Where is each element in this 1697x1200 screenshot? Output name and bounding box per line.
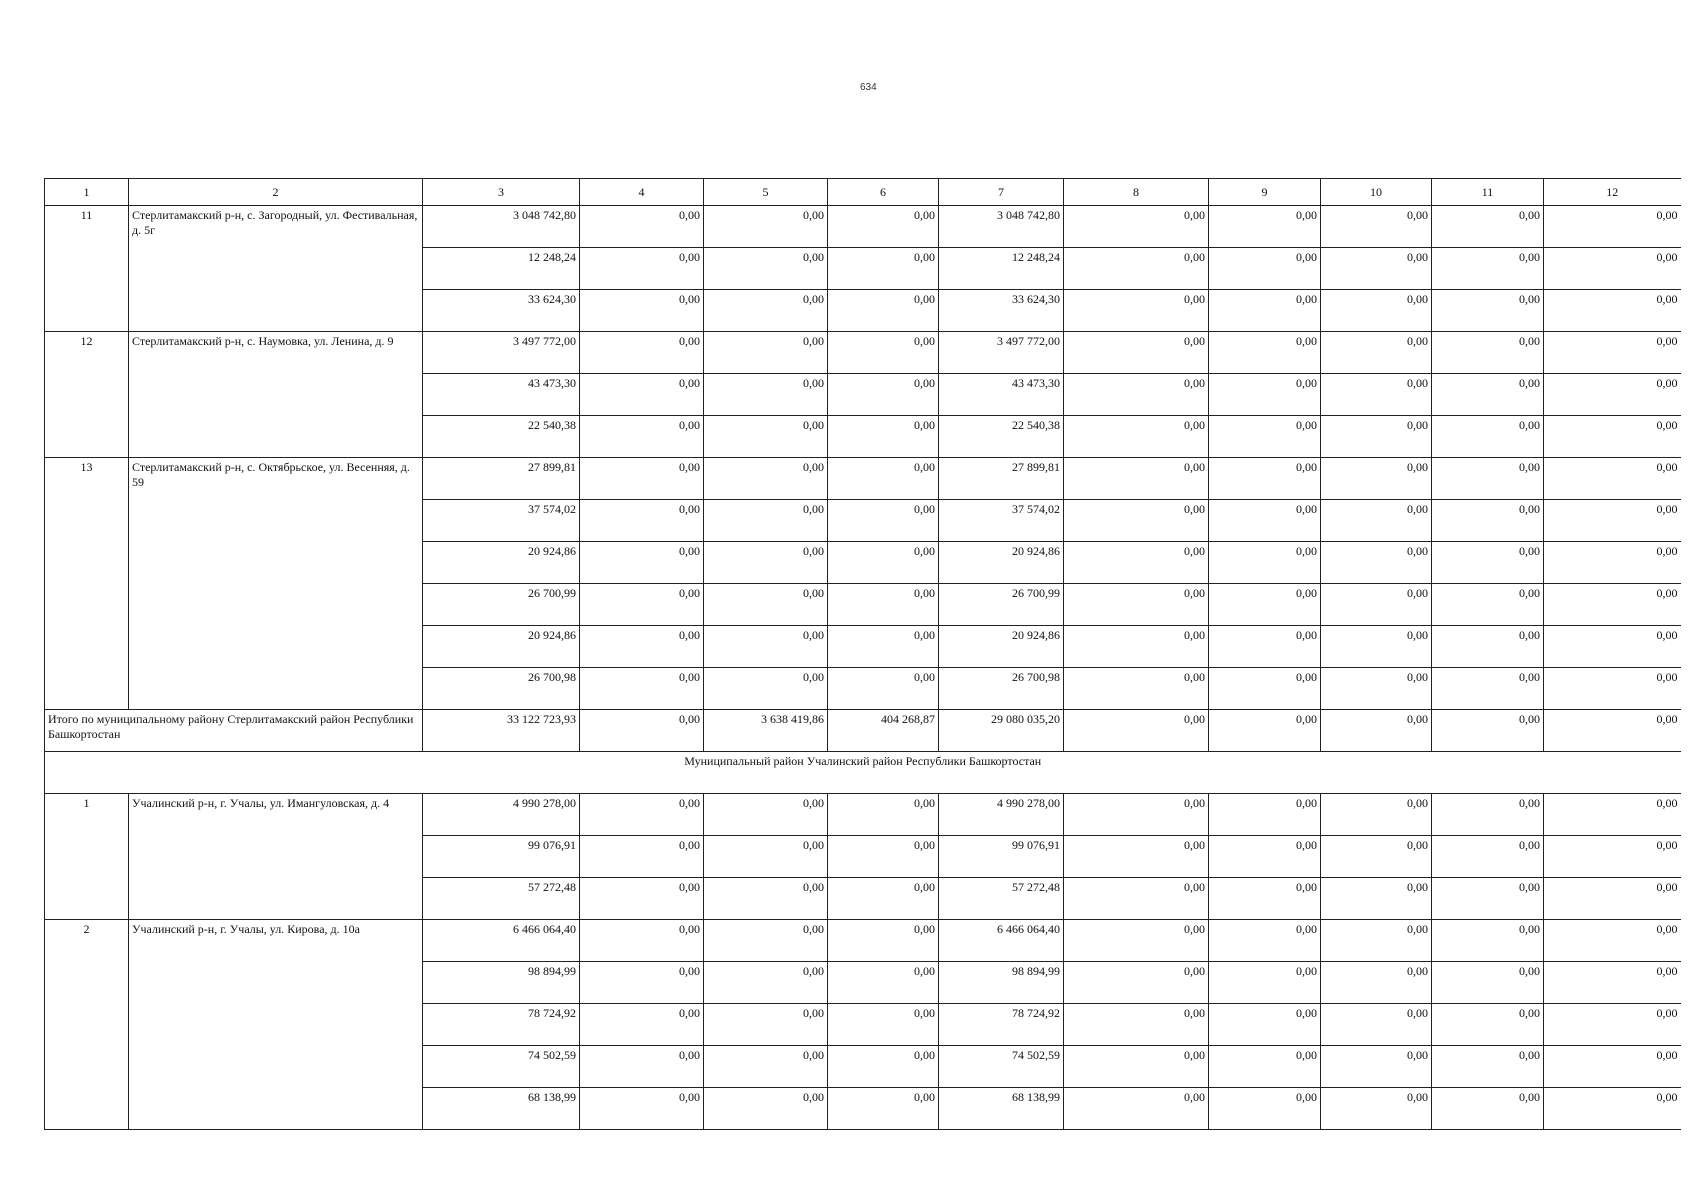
value-cell: 27 899,81 [939, 458, 1064, 500]
value-cell: 0,00 [1544, 794, 1681, 836]
value-cell: 0,00 [1209, 1046, 1321, 1088]
value-cell: 0,00 [828, 248, 939, 290]
value-cell: 99 076,91 [423, 836, 580, 878]
value-cell: 0,00 [828, 1004, 939, 1046]
value-cell: 0,00 [1209, 1088, 1321, 1130]
value-cell: 0,00 [1432, 878, 1544, 920]
value-cell: 0,00 [580, 794, 704, 836]
value-cell: 0,00 [580, 500, 704, 542]
value-cell: 0,00 [580, 668, 704, 710]
value-cell: 0,00 [1064, 542, 1209, 584]
value-cell: 98 894,99 [423, 962, 580, 1004]
value-cell: 4 990 278,00 [423, 794, 580, 836]
value-cell: 0,00 [704, 1004, 828, 1046]
page-number: 634 [860, 82, 877, 93]
value-cell: 0,00 [1209, 542, 1321, 584]
value-cell: 37 574,02 [939, 500, 1064, 542]
value-cell: 98 894,99 [939, 962, 1064, 1004]
value-cell: 0,00 [704, 416, 828, 458]
value-cell: 0,00 [1544, 1004, 1681, 1046]
value-cell: 0,00 [1432, 1046, 1544, 1088]
value-cell: 0,00 [704, 920, 828, 962]
value-cell: 0,00 [580, 1046, 704, 1088]
column-number-11: 11 [1432, 179, 1544, 206]
value-cell: 0,00 [1321, 962, 1432, 1004]
value-cell: 0,00 [1321, 1004, 1432, 1046]
total-value: 0,00 [1432, 710, 1544, 752]
table-body [45, 179, 1681, 1130]
value-cell: 27 899,81 [423, 458, 580, 500]
value-cell: 4 990 278,00 [939, 794, 1064, 836]
value-cell: 0,00 [1064, 500, 1209, 542]
value-cell: 0,00 [1544, 206, 1681, 248]
value-cell: 0,00 [828, 668, 939, 710]
value-cell: 0,00 [1209, 878, 1321, 920]
value-cell: 0,00 [1321, 668, 1432, 710]
total-value: 0,00 [1209, 710, 1321, 752]
value-cell: 0,00 [1432, 1088, 1544, 1130]
total-value: 404 268,87 [828, 710, 939, 752]
value-cell: 0,00 [1064, 1004, 1209, 1046]
value-cell: 0,00 [828, 920, 939, 962]
value-cell: 99 076,91 [939, 836, 1064, 878]
value-cell: 43 473,30 [423, 374, 580, 416]
value-cell: 0,00 [1064, 248, 1209, 290]
value-cell: 3 497 772,00 [423, 332, 580, 374]
value-cell: 33 624,30 [939, 290, 1064, 332]
value-cell: 0,00 [1432, 920, 1544, 962]
value-cell: 74 502,59 [939, 1046, 1064, 1088]
table-row [45, 332, 1681, 374]
value-cell: 0,00 [1432, 206, 1544, 248]
value-cell: 0,00 [828, 626, 939, 668]
value-cell: 0,00 [1209, 836, 1321, 878]
value-cell: 0,00 [1544, 626, 1681, 668]
value-cell: 0,00 [1544, 962, 1681, 1004]
value-cell: 0,00 [1432, 1004, 1544, 1046]
value-cell: 26 700,98 [423, 668, 580, 710]
value-cell: 0,00 [580, 542, 704, 584]
value-cell: 0,00 [1321, 878, 1432, 920]
value-cell: 0,00 [1064, 668, 1209, 710]
value-cell: 68 138,99 [939, 1088, 1064, 1130]
value-cell: 0,00 [828, 374, 939, 416]
value-cell: 0,00 [1064, 626, 1209, 668]
value-cell: 0,00 [704, 626, 828, 668]
value-cell: 0,00 [580, 290, 704, 332]
value-cell: 20 924,86 [939, 542, 1064, 584]
value-cell: 0,00 [1064, 920, 1209, 962]
value-cell: 0,00 [1209, 290, 1321, 332]
value-cell: 3 048 742,80 [423, 206, 580, 248]
value-cell: 0,00 [1209, 332, 1321, 374]
value-cell: 0,00 [580, 920, 704, 962]
value-cell: 0,00 [1209, 626, 1321, 668]
value-cell: 0,00 [1544, 920, 1681, 962]
value-cell: 0,00 [1064, 416, 1209, 458]
value-cell: 0,00 [1544, 836, 1681, 878]
value-cell: 0,00 [580, 458, 704, 500]
value-cell: 0,00 [580, 962, 704, 1004]
object-address: Стерлитамакский р-н, с. Наумовка, ул. Ленина, д. 9 [129, 332, 423, 458]
value-cell: 0,00 [704, 584, 828, 626]
value-cell: 0,00 [1544, 1088, 1681, 1130]
value-cell: 0,00 [704, 962, 828, 1004]
value-cell: 0,00 [704, 332, 828, 374]
column-number-5: 5 [704, 179, 828, 206]
object-index: 1 [45, 794, 129, 920]
value-cell: 0,00 [1064, 290, 1209, 332]
value-cell: 0,00 [1432, 374, 1544, 416]
value-cell: 0,00 [1321, 794, 1432, 836]
value-cell: 0,00 [1544, 290, 1681, 332]
value-cell: 0,00 [704, 206, 828, 248]
value-cell: 0,00 [704, 794, 828, 836]
value-cell: 0,00 [1544, 248, 1681, 290]
value-cell: 0,00 [580, 416, 704, 458]
value-cell: 0,00 [1432, 584, 1544, 626]
value-cell: 0,00 [828, 836, 939, 878]
value-cell: 6 466 064,40 [939, 920, 1064, 962]
object-address: Учалинский р-н, г. Учалы, ул. Имангуловская, д. 4 [129, 794, 423, 920]
total-row [45, 710, 1681, 752]
table-row [45, 794, 1681, 836]
value-cell: 0,00 [580, 584, 704, 626]
value-cell: 0,00 [1544, 1046, 1681, 1088]
value-cell: 3 497 772,00 [939, 332, 1064, 374]
value-cell: 0,00 [1064, 836, 1209, 878]
value-cell: 0,00 [704, 458, 828, 500]
value-cell: 0,00 [1064, 458, 1209, 500]
value-cell: 0,00 [1064, 1046, 1209, 1088]
value-cell: 0,00 [828, 416, 939, 458]
value-cell: 0,00 [1321, 206, 1432, 248]
value-cell: 0,00 [1321, 584, 1432, 626]
value-cell: 0,00 [1064, 584, 1209, 626]
value-cell: 0,00 [1432, 332, 1544, 374]
value-cell: 0,00 [1432, 668, 1544, 710]
value-cell: 0,00 [1321, 458, 1432, 500]
value-cell: 0,00 [1209, 248, 1321, 290]
value-cell: 0,00 [1321, 1088, 1432, 1130]
value-cell: 0,00 [1432, 458, 1544, 500]
value-cell: 0,00 [1544, 668, 1681, 710]
value-cell: 0,00 [704, 542, 828, 584]
value-cell: 0,00 [1432, 962, 1544, 1004]
value-cell: 0,00 [1432, 248, 1544, 290]
value-cell: 0,00 [1544, 458, 1681, 500]
value-cell: 12 248,24 [939, 248, 1064, 290]
object-address: Стерлитамакский р-н, с. Загородный, ул. Фестивальная, д. 5г [129, 206, 423, 332]
register-table [44, 178, 1681, 1130]
value-cell: 0,00 [1321, 542, 1432, 584]
value-cell: 0,00 [704, 668, 828, 710]
value-cell: 0,00 [1321, 500, 1432, 542]
value-cell: 0,00 [1432, 626, 1544, 668]
value-cell: 78 724,92 [939, 1004, 1064, 1046]
section-title-row [45, 752, 1681, 794]
value-cell: 26 700,98 [939, 668, 1064, 710]
value-cell: 0,00 [1321, 374, 1432, 416]
value-cell: 0,00 [1064, 332, 1209, 374]
value-cell: 0,00 [1064, 878, 1209, 920]
object-index: 13 [45, 458, 129, 710]
value-cell: 0,00 [1209, 458, 1321, 500]
value-cell: 43 473,30 [939, 374, 1064, 416]
value-cell: 20 924,86 [939, 626, 1064, 668]
value-cell: 0,00 [704, 1088, 828, 1130]
object-index: 12 [45, 332, 129, 458]
object-address: Стерлитамакский р-н, с. Октябрьское, ул. Весенняя, д. 59 [129, 458, 423, 710]
value-cell: 57 272,48 [423, 878, 580, 920]
value-cell: 74 502,59 [423, 1046, 580, 1088]
value-cell: 0,00 [1432, 290, 1544, 332]
value-cell: 0,00 [580, 878, 704, 920]
table-row [45, 920, 1681, 962]
value-cell: 0,00 [828, 584, 939, 626]
value-cell: 0,00 [828, 962, 939, 1004]
object-index: 2 [45, 920, 129, 1130]
section-title: Муниципальный район Учалинский район Республики Башкортостан [45, 752, 1681, 794]
value-cell: 0,00 [1432, 416, 1544, 458]
total-value: 29 080 035,20 [939, 710, 1064, 752]
total-value: 3 638 419,86 [704, 710, 828, 752]
total-value: 33 122 723,93 [423, 710, 580, 752]
value-cell: 33 624,30 [423, 290, 580, 332]
value-cell: 0,00 [828, 542, 939, 584]
column-number-6: 6 [828, 179, 939, 206]
value-cell: 0,00 [1321, 248, 1432, 290]
column-number-10: 10 [1321, 179, 1432, 206]
value-cell: 22 540,38 [423, 416, 580, 458]
value-cell: 0,00 [1064, 374, 1209, 416]
value-cell: 0,00 [1321, 626, 1432, 668]
column-number-1: 1 [45, 179, 129, 206]
value-cell: 0,00 [704, 1046, 828, 1088]
value-cell: 0,00 [1209, 668, 1321, 710]
value-cell: 37 574,02 [423, 500, 580, 542]
value-cell: 0,00 [828, 332, 939, 374]
value-cell: 0,00 [828, 794, 939, 836]
column-number-8: 8 [1064, 179, 1209, 206]
value-cell: 0,00 [1544, 584, 1681, 626]
value-cell: 78 724,92 [423, 1004, 580, 1046]
column-number-4: 4 [580, 179, 704, 206]
value-cell: 0,00 [828, 458, 939, 500]
value-cell: 26 700,99 [939, 584, 1064, 626]
value-cell: 0,00 [1064, 962, 1209, 1004]
value-cell: 0,00 [1209, 962, 1321, 1004]
value-cell: 0,00 [580, 1088, 704, 1130]
value-cell: 0,00 [828, 1046, 939, 1088]
value-cell: 0,00 [704, 878, 828, 920]
value-cell: 0,00 [580, 836, 704, 878]
value-cell: 0,00 [704, 500, 828, 542]
value-cell: 68 138,99 [423, 1088, 580, 1130]
value-cell: 0,00 [1064, 794, 1209, 836]
value-cell: 0,00 [1544, 500, 1681, 542]
value-cell: 0,00 [1544, 374, 1681, 416]
value-cell: 0,00 [1321, 1046, 1432, 1088]
value-cell: 0,00 [828, 206, 939, 248]
value-cell: 0,00 [1544, 878, 1681, 920]
column-number-7: 7 [939, 179, 1064, 206]
value-cell: 0,00 [704, 290, 828, 332]
value-cell: 0,00 [1209, 920, 1321, 962]
value-cell: 22 540,38 [939, 416, 1064, 458]
value-cell: 26 700,99 [423, 584, 580, 626]
value-cell: 0,00 [580, 1004, 704, 1046]
value-cell: 3 048 742,80 [939, 206, 1064, 248]
value-cell: 0,00 [1321, 416, 1432, 458]
column-number-row [45, 179, 1681, 206]
total-value: 0,00 [1321, 710, 1432, 752]
total-value: 0,00 [1544, 710, 1681, 752]
column-number-3: 3 [423, 179, 580, 206]
value-cell: 0,00 [828, 290, 939, 332]
value-cell: 0,00 [580, 374, 704, 416]
column-number-9: 9 [1209, 179, 1321, 206]
value-cell: 0,00 [1544, 542, 1681, 584]
value-cell: 0,00 [1321, 290, 1432, 332]
value-cell: 0,00 [704, 374, 828, 416]
value-cell: 0,00 [1321, 332, 1432, 374]
value-cell: 0,00 [1321, 920, 1432, 962]
value-cell: 0,00 [1544, 416, 1681, 458]
value-cell: 0,00 [1209, 584, 1321, 626]
value-cell: 0,00 [1432, 794, 1544, 836]
table-row [45, 206, 1681, 248]
value-cell: 0,00 [580, 332, 704, 374]
value-cell: 6 466 064,40 [423, 920, 580, 962]
value-cell: 0,00 [1209, 1004, 1321, 1046]
value-cell: 0,00 [580, 206, 704, 248]
value-cell: 12 248,24 [423, 248, 580, 290]
value-cell: 57 272,48 [939, 878, 1064, 920]
value-cell: 0,00 [1064, 1088, 1209, 1130]
table-row [45, 458, 1681, 500]
value-cell: 0,00 [580, 248, 704, 290]
value-cell: 0,00 [704, 248, 828, 290]
value-cell: 0,00 [1209, 500, 1321, 542]
column-number-2: 2 [129, 179, 423, 206]
value-cell: 0,00 [580, 626, 704, 668]
value-cell: 0,00 [1432, 542, 1544, 584]
value-cell: 20 924,86 [423, 542, 580, 584]
value-cell: 0,00 [1209, 374, 1321, 416]
object-index: 11 [45, 206, 129, 332]
value-cell: 0,00 [1064, 206, 1209, 248]
value-cell: 0,00 [1432, 500, 1544, 542]
value-cell: 0,00 [704, 836, 828, 878]
value-cell: 0,00 [1321, 836, 1432, 878]
total-value: 0,00 [1064, 710, 1209, 752]
value-cell: 0,00 [828, 500, 939, 542]
value-cell: 20 924,86 [423, 626, 580, 668]
column-number-12: 12 [1544, 179, 1681, 206]
value-cell: 0,00 [1209, 794, 1321, 836]
value-cell: 0,00 [1209, 416, 1321, 458]
total-label: Итого по муниципальному району Стерлитамакский район Республики Башкортостан [45, 710, 423, 752]
object-address: Учалинский р-н, г. Учалы, ул. Кирова, д. 10а [129, 920, 423, 1130]
value-cell: 0,00 [1432, 836, 1544, 878]
value-cell: 0,00 [1544, 332, 1681, 374]
total-value: 0,00 [580, 710, 704, 752]
value-cell: 0,00 [828, 1088, 939, 1130]
value-cell: 0,00 [828, 878, 939, 920]
value-cell: 0,00 [1209, 206, 1321, 248]
